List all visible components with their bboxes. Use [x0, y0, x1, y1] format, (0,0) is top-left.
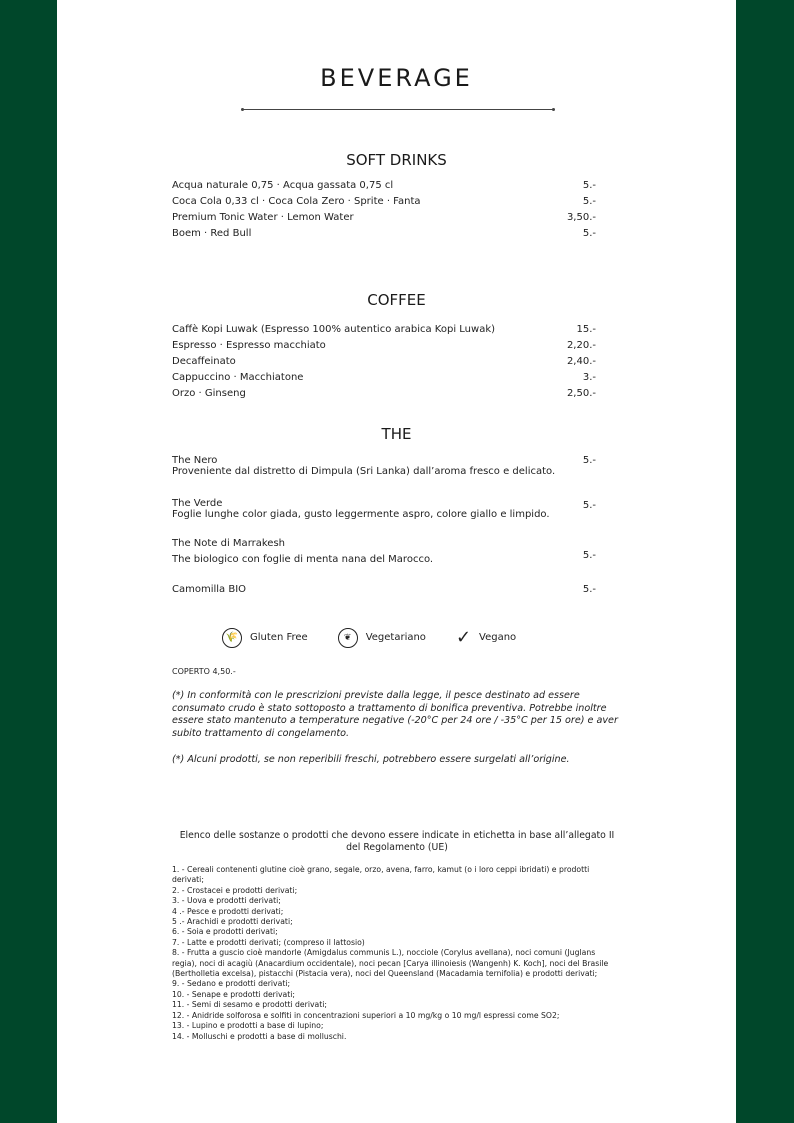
item-name: Decaffeinato	[172, 356, 236, 367]
menu-item	[172, 354, 596, 370]
allergen-item: 4 .- Pesce e prodotti derivati;	[172, 906, 284, 916]
vegetarian-icon: ❦	[338, 628, 358, 648]
item-price: 3.-	[582, 372, 596, 383]
item-price: 5.-	[582, 500, 596, 511]
item-price: 5.-	[582, 228, 596, 239]
allergen-item: 14. - Molluschi e prodotti a base di molluschi.	[172, 1031, 347, 1041]
allergen-item: 12. - Anidride solforosa e solfiti in concentrazioni superiori a 10 mg/kg o 10 mg/l espressi come SO2;	[172, 1010, 560, 1020]
item-name: Acqua naturale 0,75 · Acqua gassata 0,75 cl	[172, 180, 394, 191]
item-description: Foglie lunghe color giada, gusto leggermente aspro, colore giallo e limpido.	[172, 509, 550, 520]
item-description: The biologico con foglie di menta nana del Marocco.	[172, 554, 434, 565]
tea-item	[172, 538, 596, 565]
item-price: 15.-	[576, 324, 596, 335]
gluten-free-icon: 🌾	[222, 628, 242, 648]
allergen-item: 6. - Soia e prodotti derivati;	[172, 927, 278, 937]
tea-item	[172, 584, 596, 595]
item-price: 3,50.-	[566, 212, 596, 223]
menu-item	[172, 322, 596, 338]
item-name: Camomilla BIO	[172, 584, 247, 595]
item-name: Cappuccino · Macchiatone	[172, 372, 304, 383]
item-name: The Verde	[172, 498, 223, 509]
note-frozen: (*) Alcuni prodotti, se non reperibili freschi, potrebbero essere surgelati all’origine.	[172, 754, 570, 765]
item-name: The Note di Marrakesh	[172, 538, 285, 549]
legend-label: Vegetariano	[365, 632, 426, 643]
tea-item	[172, 498, 596, 520]
menu-item	[172, 370, 596, 386]
legend-label: Vegano	[479, 632, 517, 643]
menu-page	[57, 0, 736, 1123]
allergen-item: 10. - Senape e prodotti derivati;	[172, 989, 295, 999]
allergen-item: 11. - Semi di sesamo e prodotti derivati;	[172, 1000, 327, 1010]
vegan-icon: ✓	[455, 627, 472, 648]
item-price: 2,40.-	[566, 356, 596, 367]
soft-drinks-heading: SOFT DRINKS	[346, 151, 447, 169]
allergen-item: 9. - Sedano e prodotti derivati;	[172, 979, 291, 989]
item-price: 5.-	[582, 455, 596, 466]
menu-item	[172, 178, 596, 194]
item-price: 5.-	[582, 180, 596, 191]
allergen-item: 7. - Latte e prodotti derivati; (compreso il lattosio)	[172, 937, 365, 947]
allergen-item: 2. - Crostacei e prodotti derivati;	[172, 885, 298, 895]
the-heading: THE	[381, 425, 412, 443]
legend-label: Gluten Free	[250, 632, 308, 643]
item-name: Orzo · Ginseng	[172, 388, 246, 399]
tea-item	[172, 455, 596, 477]
item-name: Premium Tonic Water · Lemon Water	[172, 212, 354, 223]
item-price: 5.-	[582, 196, 596, 207]
item-name: Caffè Kopi Luwak (Espresso 100% autentico arabica Kopi Luwak)	[172, 324, 496, 335]
allergen-item: 8. - Frutta a guscio cioè mandorle (Amigdalus communis L.), nocciole (Corylus avellana), noci comuni (Juglans regia), noci di acagiù (Anacardium occidentale), noci pecan [Carya illinoiesis (Wangenh) K. Koch], noci del Brasile (Bertholletia excelsa), pistacchi (Pistacia vera), noci del Queensland (Macadamia ternifolia) e prodotti derivati;	[172, 948, 609, 979]
page-title: BEVERAGE	[320, 64, 473, 92]
divider	[242, 109, 554, 110]
allergen-item: 1. - Cereali contenenti glutine cioè grano, segale, orzo, avena, farro, kamut (o i loro ceppi ibridati) e prodotti derivati;	[172, 865, 590, 885]
allergen-item: 3. - Uova e prodotti derivati;	[172, 896, 281, 906]
item-name: The Nero	[172, 455, 218, 466]
item-price: 2,50.-	[566, 388, 596, 399]
note-raw-fish: (*) In conformità con le prescrizioni previste dalla legge, il pesce destinato ad essere consumato crudo è stato sottoposto a trattamento di bonifica preventiva. Potrebbe inoltre essere stato mantenuto a temperature negative (-20°C per 24 ore / -35°C per 15 ore) e aver subito trattamento di congelamento.	[172, 690, 618, 739]
allergen-item: 13. - Lupino e prodotti a base di lupino;	[172, 1021, 324, 1031]
allergens-heading: Elenco delle sostanze o prodotti che devono essere indicate in etichetta in base all’allegato II del Regolamento (UE)	[179, 830, 615, 853]
menu-item	[172, 386, 596, 402]
menu-item	[172, 338, 596, 354]
coperto: COPERTO 4,50.-	[172, 667, 236, 676]
item-name: Coca Cola 0,33 cl · Coca Cola Zero · Sprite · Fanta	[172, 196, 421, 207]
diet-legend	[222, 627, 516, 648]
allergen-list	[172, 865, 622, 1042]
allergen-item: 5 .- Arachidi e prodotti derivati;	[172, 917, 293, 927]
item-name: Espresso · Espresso macchiato	[172, 340, 326, 351]
item-price: 5.-	[582, 550, 596, 561]
item-price: 5.-	[582, 584, 596, 595]
menu-item	[172, 194, 596, 210]
coffee-heading: COFFEE	[367, 291, 426, 309]
item-description: Proveniente dal distretto di Dimpula (Sri Lanka) dall’aroma fresco e delicato.	[172, 466, 556, 477]
menu-item	[172, 226, 596, 242]
item-price: 2,20.-	[566, 340, 596, 351]
item-name: Boem · Red Bull	[172, 228, 252, 239]
menu-item	[172, 210, 596, 226]
